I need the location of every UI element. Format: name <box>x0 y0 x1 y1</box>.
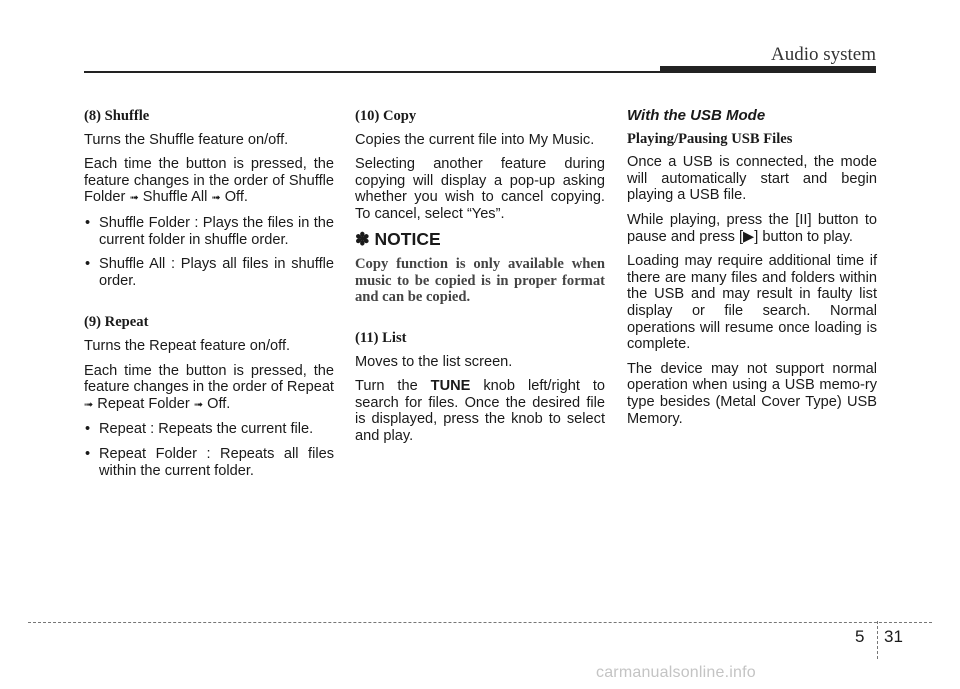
list-tune-post: knob left/right to search for files. Once the desired file is displayed, press the knob to select and play. <box>355 378 605 444</box>
repeat-order-text: Each time the button is pressed, the feature changes in the order of Repeat <box>84 362 334 396</box>
repeat-heading: (9) Repeat <box>84 314 149 331</box>
notice-body: Copy function is only available when music to be copied is in proper format and can be copied. <box>355 256 605 306</box>
repeat-order-paragraph <box>84 363 334 414</box>
repeat-bullet-file: Repeat : Repeats the current file. <box>99 421 314 438</box>
usb-section-title: With the USB Mode <box>627 107 766 124</box>
usb-loading-note: Loading may require additional time if there are many files and folders within the USB and may result in faulty list display or file search. Normal operations will resume once loading is complete. <box>627 253 877 353</box>
page-header-title: Audio system <box>770 44 876 65</box>
tune-knob-label: TUNE <box>430 378 471 395</box>
copy-cancel-paragraph: Selecting another feature during copying will display a pop-up asking whether you wish to cancel copying. To cancel, select “Yes”. <box>355 156 605 222</box>
footer-dashed-rule <box>28 622 932 623</box>
repeat-bullet-folder: Repeat Folder : Repeats all files within the current folder. <box>99 445 334 479</box>
column-middle <box>355 108 605 453</box>
shuffle-order-b: Off. <box>224 189 248 206</box>
usb-support-note: The device may not support normal operation when using a USB memo-ry type besides (Metal Cover Type) USB Memory. <box>627 360 877 427</box>
usb-pause-play <box>627 212 877 245</box>
watermark: carmanualsonline.info <box>596 664 756 681</box>
list-heading: (11) List <box>355 329 407 346</box>
chapter-number: 5 <box>855 627 865 646</box>
bullet-icon: • <box>85 445 91 462</box>
shuffle-heading: (8) Shuffle <box>84 108 150 124</box>
repeat-order-b: Off. <box>207 395 231 412</box>
column-right <box>627 108 877 435</box>
list-tune-pre: Turn the <box>355 378 418 395</box>
footer-dashed-divider <box>877 621 878 659</box>
list-item <box>84 446 334 479</box>
bullet-icon: • <box>85 214 91 231</box>
arrow-right-icon: ➟ <box>84 398 94 411</box>
shuffle-bullet-folder: Shuffle Folder : Plays the files in the current folder in shuffle order. <box>99 214 334 248</box>
usb-pause-text: While playing, press the [II] button to pause and press [ <box>627 211 877 245</box>
shuffle-order-paragraph <box>84 156 334 207</box>
arrow-right-icon: ➟ <box>129 192 139 205</box>
usb-play-text: ] button to play. <box>754 228 853 245</box>
shuffle-order-a: Shuffle All <box>142 189 208 206</box>
header-rule-thick <box>660 66 876 73</box>
list-description: Moves to the list screen. <box>355 353 513 370</box>
header-rule-thin <box>84 71 660 73</box>
usb-heading: Playing/Pausing USB Files <box>627 130 793 147</box>
bullet-icon: • <box>85 421 91 438</box>
list-item <box>84 256 334 289</box>
repeat-order-a: Repeat Folder <box>97 395 190 412</box>
usb-auto-start: Once a USB is connected, the mode will automatically start and begin playing a USB file. <box>627 154 877 204</box>
shuffle-order-text: Each time the button is pressed, the feature changes in the order of Shuffle Folder <box>84 156 334 206</box>
column-left <box>84 108 334 487</box>
page-number: 31 <box>884 627 903 646</box>
list-item <box>84 215 334 248</box>
bullet-icon: • <box>85 256 91 273</box>
repeat-description: Turns the Repeat feature on/off. <box>84 337 291 354</box>
arrow-right-icon: ➟ <box>193 398 204 411</box>
copy-description: Copies the current file into My Music. <box>355 131 595 148</box>
notice-title: ✽ NOTICE <box>355 228 441 249</box>
shuffle-bullet-all: Shuffle All : Plays all files in shuffle order. <box>99 256 334 289</box>
play-icon: ▶ <box>743 228 755 245</box>
shuffle-description: Turns the Shuffle feature on/off. <box>84 131 289 148</box>
arrow-right-icon: ➟ <box>211 192 221 205</box>
list-tune-paragraph <box>355 378 605 444</box>
list-item <box>84 421 334 438</box>
copy-heading: (10) Copy <box>355 108 417 124</box>
